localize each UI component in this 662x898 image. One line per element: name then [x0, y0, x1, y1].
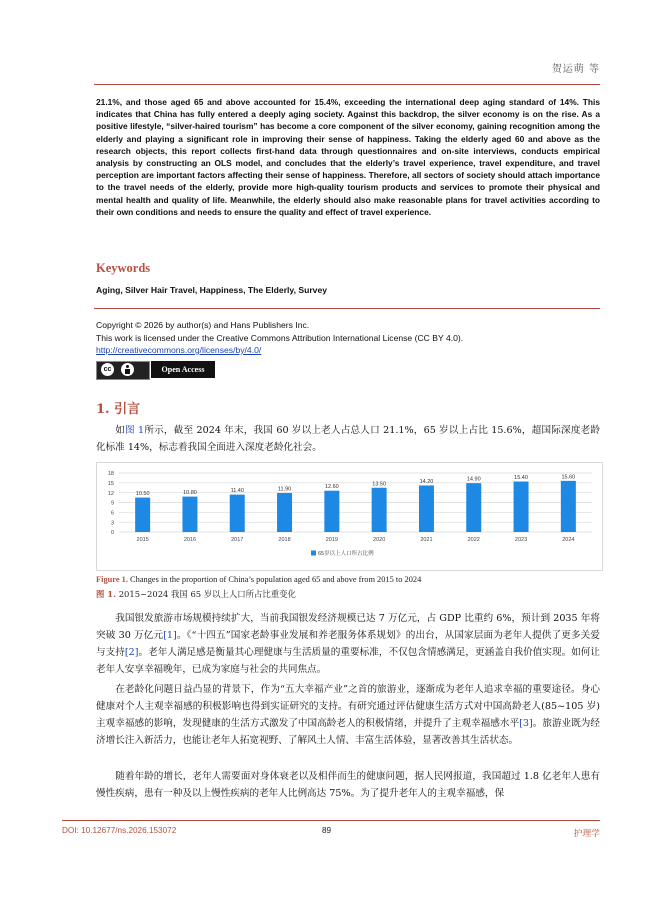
citation-link[interactable]: [1] [163, 630, 177, 641]
journal-name: 护理学 [573, 829, 600, 839]
cc-icon: cc [101, 363, 114, 376]
open-access-badge[interactable]: Open Access [151, 361, 215, 378]
copyright-line: Copyright © 2026 by author(s) and Hans Publishers Inc. [96, 320, 310, 330]
citation-link[interactable]: [2] [124, 647, 139, 658]
legend-swatch [311, 551, 316, 556]
footer-doi[interactable]: DOI: 10.12677/ns.2026.153072 [62, 826, 177, 835]
para-text: 我国银发旅游市场规模持续扩大，当前我国银发经济规模已达 7 万亿元，占 GDP 比重约 6%，预计到 2035 年将突破 30 万亿元 [96, 613, 600, 641]
y-tick-label: 15 [107, 481, 114, 488]
figure-caption-chinese [96, 588, 296, 600]
para-text: 所示，截至 2024 年末，我国 60 岁以上老人占总人口 21.1%，65 岁以上占比 15.6%，超国际深度老龄化标准 14%，标志着我国全面进入深度老龄化社会。 [96, 425, 601, 453]
attribution-person-icon [121, 363, 134, 376]
y-tick-label: 9 [110, 500, 114, 507]
y-tick-label: 18 [107, 471, 114, 478]
data-label: 14.20 [419, 478, 434, 485]
copyright-block [96, 319, 463, 357]
bar [135, 498, 150, 532]
data-label: 14.90 [466, 476, 481, 483]
keywords-heading: Keywords [96, 261, 151, 275]
para-text: 。《“十四五”国家老龄事业发展和养老服务体系规划》的出台，从国家层面为老年人提供了更多关爱与支持 [96, 630, 600, 658]
copyright-divider [94, 308, 600, 309]
bar [419, 485, 434, 532]
x-tick-label: 2015 [136, 537, 149, 543]
keywords-text: Aging, Silver Hair Travel, Happiness, The Elderly, Survey [96, 285, 328, 295]
x-tick-label: 2017 [231, 537, 244, 543]
bar [514, 482, 529, 532]
y-tick-label: 6 [110, 510, 114, 517]
x-tick-label: 2018 [278, 537, 291, 543]
data-label: 10.80 [183, 490, 197, 497]
x-tick-label: 2020 [373, 537, 386, 543]
figure-caption-text: Changes in the proportion of China’s population aged 65 and above from 2015 to 2024 [130, 575, 422, 584]
bar [182, 497, 197, 532]
figure-label-cn: 图 1. [96, 589, 117, 599]
bar [561, 481, 576, 532]
license-link[interactable]: http://creativecommons.org/licenses/by/4.0/ [96, 345, 262, 355]
para-text: 如 [115, 425, 125, 436]
para-text: 。老年人满足感是衡量其心理健康与生活质量的重要标准，不仅包含情感满足，更涵盖自我价值实现。如何让老年人安享幸福晚年，已成为家庭与社会的共同焦点。 [96, 647, 601, 675]
footer-divider [62, 820, 600, 821]
bar [324, 491, 339, 532]
y-tick-label: 3 [110, 520, 114, 527]
data-label: 15.60 [561, 474, 576, 481]
intro-paragraph-2 [96, 610, 600, 678]
intro-paragraph-1 [96, 422, 600, 456]
data-label: 11.40 [230, 488, 244, 495]
license-line: This work is licensed under the Creative Commons Attribution International License (CC BY 4.0). [96, 332, 464, 343]
figure-caption-english [96, 575, 421, 584]
section-heading: 1. 引言 [96, 402, 141, 417]
abstract-text: 21.1%, and those aged 65 and above accounted for 15.4%, exceeding the international deep aging standard of 14%. This indicates that China has fully entered a deeply aging society. Against this backdrop, the silver economy is on the rise. As a positive lifestyle, “silver-haired tourism” has become a core component of the silver economy, gaining recognition among the elderly and playing a significant role in improving their sense of happiness. Taking the elderly aged 60 and above as the research objects, this report collects first-hand data through questionnaires and on-site interviews, conducts empirical analysis by constructing an OLS model, and concludes that the elderly’s travel experience, travel expenditure, and travel perception are important factors affecting their sense of happiness. Therefore, all sectors of society should attach importance to the travel needs of the elderly, provide more high-quality tourism products and services to promote their physical and mental health and quality of life. Meanwhile, the elderly should also make reasonable plans for travel activities according to their own conditions and needs to ensure the quality and effect of travel experience. [96, 97, 600, 217]
bar [277, 493, 292, 532]
data-label: 15.40 [514, 475, 528, 482]
x-tick-label: 2022 [467, 537, 480, 543]
data-label: 12.60 [324, 484, 339, 491]
x-tick-label: 2023 [514, 537, 528, 543]
cc-by-badge[interactable] [96, 361, 150, 380]
legend-label: 65岁以上人口所占比例 [318, 551, 374, 557]
para-text: 。旅游业既为经济增长注入新活力，也能让老年人拓宽视野、了解风土人情、丰富生活体验，显著改善其生活状态。 [96, 718, 601, 746]
citation-link[interactable]: [3] [519, 718, 533, 729]
y-tick-label: 12 [107, 490, 114, 497]
running-header-author: 贺运萌 等 [551, 64, 600, 75]
para-text: 在老龄化问题日益凸显的背景下，作为“五大幸福产业”之首的旅游业，逐渐成为老年人追求幸福的重要途径。身心健康对个人主观幸福感的积极影响也得到实证研究的支持。有研究通过评估健康生活方式对中国高龄老人(85~105 岁)主观幸福感的影响，发现健康的生活方式激发了中国高龄老人的积极情绪，并提升了主观幸福感水平 [96, 684, 600, 729]
bar-chart-svg [97, 463, 602, 570]
header-divider [94, 84, 600, 85]
y-tick-label: 0 [110, 530, 114, 537]
bar [230, 495, 245, 532]
data-label: 10.50 [135, 491, 150, 498]
x-tick-label: 2019 [325, 537, 338, 543]
page-number: 89 [322, 826, 332, 835]
intro-paragraph-4: 随着年龄的增长，老年人需要面对身体衰老以及相伴而生的健康问题，据人民网报道，我国超过 1.8 亿老年人患有慢性疾病，患有一种及以上慢性疾病的老年人比例高达 75%。为了提升老年人的主观幸福感，保 [96, 771, 600, 799]
x-tick-label: 2016 [183, 537, 197, 543]
data-label: 13.50 [372, 481, 387, 488]
figure-caption-text-cn: 2015~2024 我国 65 岁以上人口所占比重变化 [118, 589, 296, 599]
bar [466, 483, 481, 532]
bar [372, 488, 387, 532]
figure-reference-link[interactable]: 图 1 [124, 425, 145, 436]
bar-chart [96, 462, 603, 571]
data-label: 11.90 [277, 486, 292, 493]
x-tick-label: 2024 [562, 537, 575, 543]
x-tick-label: 2021 [420, 537, 433, 543]
figure-label: Figure 1. [96, 575, 128, 584]
intro-paragraph-3 [96, 681, 600, 749]
